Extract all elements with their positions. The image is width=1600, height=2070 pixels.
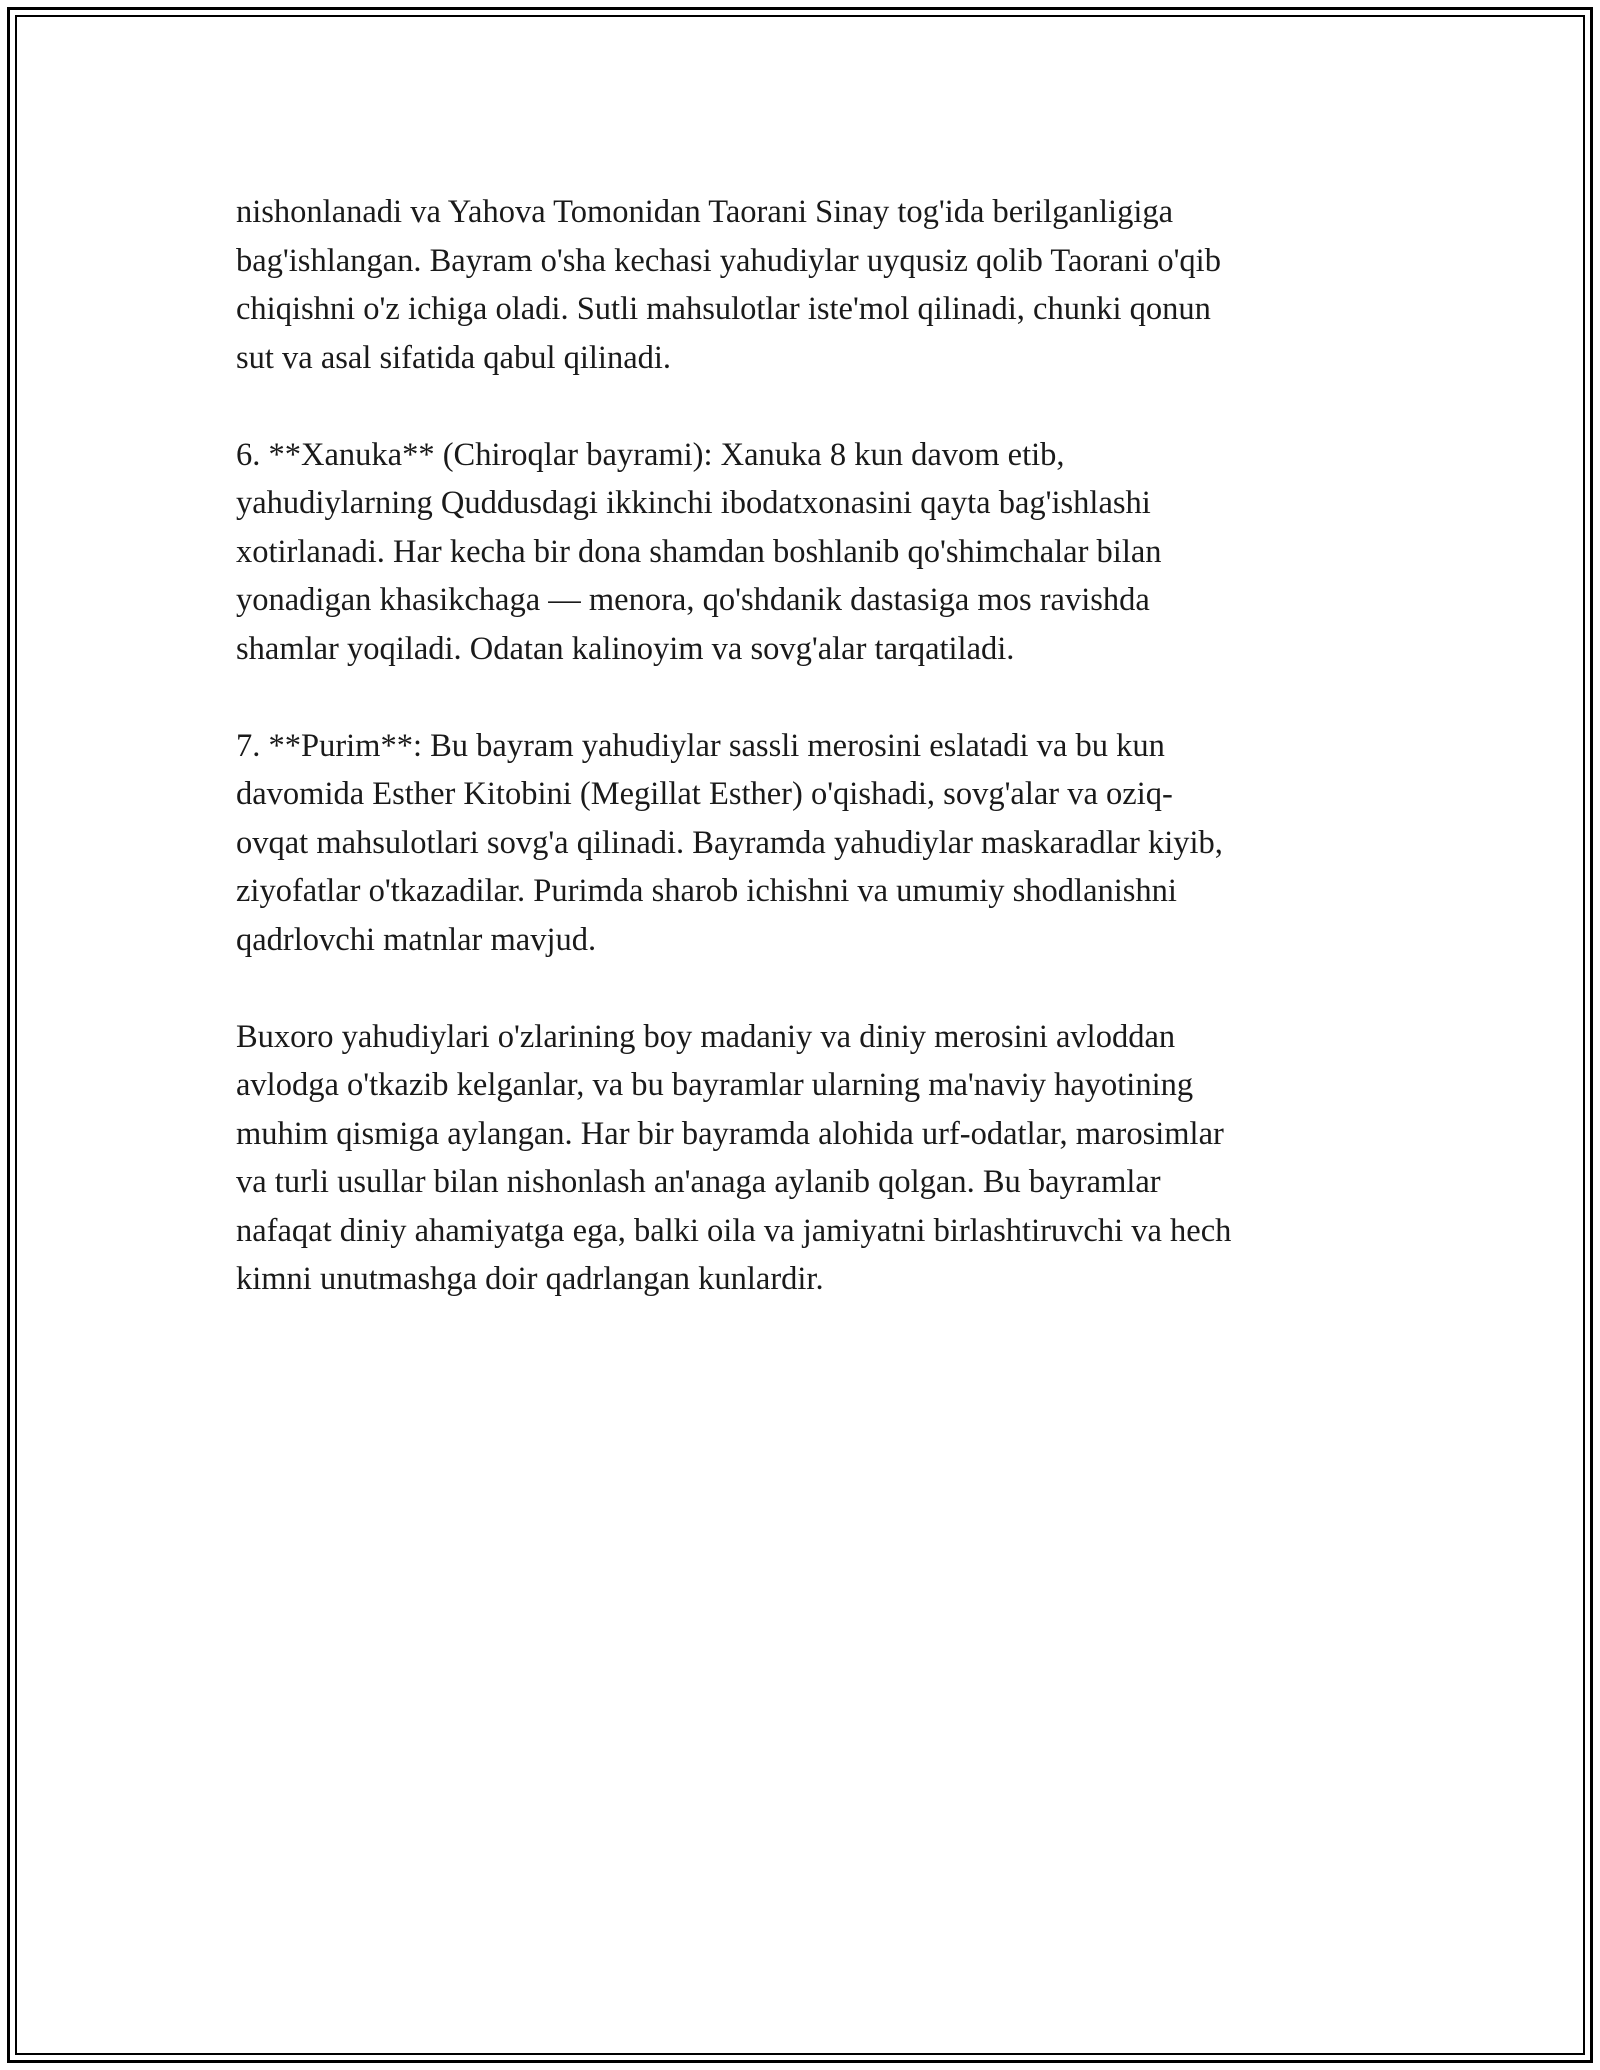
paragraph-shavuot-continuation: nishonlanadi va Yahova Tomonidan Taorani Sinay tog'ida berilganligiga bag'ishlangan. Bayram o'sha kechasi yahudiylar uyqusiz qolib Taorani o'qib chiqishni o'z ichiga oladi. Sutli mahsulotlar iste'mol qilinadi, chunki qonun sut va asal sifatida qabul qilinadi. <box>236 194 1221 376</box>
document-body <box>236 188 1376 1352</box>
paragraph-conclusion: Buxoro yahudiylari o'zlarining boy madaniy va diniy merosini avloddan avlodga o'tkazib kelganlar, va bu bayramlar ularning ma'naviy hayotining muhim qismiga aylangan. Har bir bayramda alohida urf-odatlar, marosimlar va turli usullar bilan nishonlash an'anaga aylanib qolgan. Bu bayramlar nafaqat diniy ahamiyatga ega, balki oila va jamiyatni birlashtiruvchi va hech kimni unutmashga doir qadrlangan kunlardir. <box>236 1018 1232 1297</box>
paragraph-xanuka: 6. **Xanuka** (Chiroqlar bayrami): Xanuka 8 kun davom etib, yahudiylarning Quddusdagi ikkinchi ibodatxonasini qayta bag'ishlashi xotirlanadi. Har kecha bir dona shamdan boshlanib qo'shimchalar bilan yonadigan khasikchaga — menora, qo'shdanik dastasiga mos ravishda shamlar yoqiladi. Odatan kalinoyim va sovg'alar tarqatiladi. <box>236 436 1162 667</box>
paragraph-purim: 7. **Purim**: Bu bayram yahudiylar sassli merosini eslatadi va bu kun davomida Esther Kitobini (Megillat Esther) o'qishadi, sovg'alar va oziq- ovqat mahsulotlari sovg'a qilinadi. Bayramda yahudiylar maskaradlar kiyib, ziyofatlar o'tkazadilar. Purimda sharob ichishni va umumiy shodlanishni qadrlovchi matnlar mavjud. <box>236 727 1223 958</box>
